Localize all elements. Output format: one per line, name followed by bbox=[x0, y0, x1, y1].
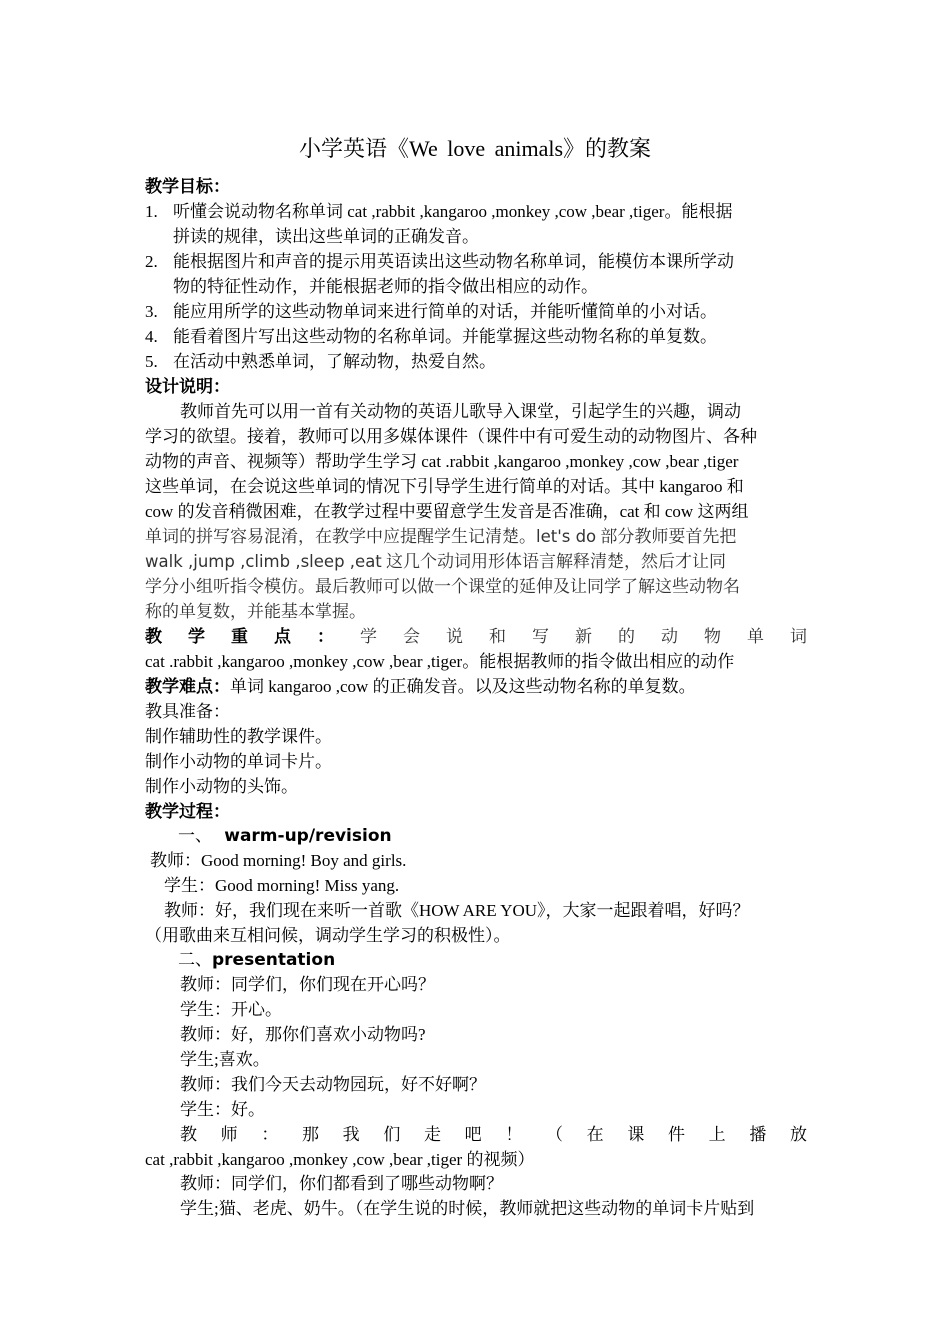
goal-2-number: 2. bbox=[145, 252, 158, 271]
section-2-number: 二、 bbox=[178, 950, 212, 969]
design-line-6-tail: 部分教师要首先把 bbox=[596, 527, 737, 546]
design-line-1: 教师首先可以用一首有关动物的英语儿歌导入课堂，引起学生的兴趣，调动 bbox=[180, 402, 741, 421]
key-points-line-1 bbox=[145, 625, 807, 650]
page-title: 小学英语《We love animals》的教案 bbox=[298, 136, 652, 161]
dialogue-line-continued: cat ,rabbit ,kangaroo ,monkey ,cow ,bear ,tiger 的视频） bbox=[145, 1150, 535, 1169]
prep-item: 制作小动物的头饰。 bbox=[145, 777, 298, 796]
design-line-2: 学习的欲望。接着，教师可以用多媒体课件（课件中有可爱生动的动物图片、各种 bbox=[145, 427, 757, 446]
goal-1-line-1: 听懂会说动物名称单词 cat ,rabbit ,kangaroo ,monkey ,cow ,bear ,tiger。能根据 bbox=[173, 202, 733, 221]
goal-1-line-2: 拼读的规律，读出这些单词的正确发音。 bbox=[173, 227, 479, 246]
design-line-3: 动物的声音、视频等）帮助学生学习 cat .rabbit ,kangaroo ,monkey ,cow ,bear ,tiger bbox=[145, 452, 739, 471]
goal-2-line-2: 物的特征性动作，并能根据老师的指令做出相应的动作。 bbox=[173, 277, 598, 296]
dialogue-line: 学生;喜欢。 bbox=[180, 1050, 270, 1069]
goal-3-line-1: 能应用所学的这些动物单词来进行简单的对话，并能听懂简单的小对话。 bbox=[173, 302, 717, 321]
difficulty-heading: 教学难点： bbox=[145, 677, 230, 696]
dialogue-line: 教师：好，我们现在来听一首歌《HOW ARE YOU》，大家一起跟着唱，好吗？ bbox=[164, 901, 750, 920]
goal-2-line-1: 能根据图片和声音的提示用英语读出这些动物名称单词，能模仿本课所学动 bbox=[173, 252, 734, 271]
goals-heading: 教学目标： bbox=[145, 177, 230, 196]
dialogue-line: 教师：Good morning! Boy and girls. bbox=[150, 851, 407, 870]
goal-5-number: 5. bbox=[145, 352, 158, 371]
goal-4-line-1: 能看着图片写出这些动物的名称单词。并能掌握这些动物名称的单复数。 bbox=[173, 327, 717, 346]
section-1-heading bbox=[178, 824, 807, 849]
difficulty-line bbox=[145, 675, 807, 700]
prep-item: 制作辅助性的教学课件。 bbox=[145, 727, 332, 746]
design-line-6 bbox=[145, 525, 807, 550]
dialogue-line: 教 师 ： 那 我 们 走 吧 ！ （ 在 课 件 上 播 放 bbox=[180, 1125, 807, 1144]
design-line-7 bbox=[145, 550, 807, 575]
verb-list: walk ,jump ,climb ,sleep ,eat bbox=[145, 552, 382, 571]
prep-item: 制作小动物的单词卡片。 bbox=[145, 752, 332, 771]
design-line-4: 这些单词，在会说这些单词的情况下引导学生进行简单的对话。其中 kangaroo 和 bbox=[145, 477, 744, 496]
design-line-6-text: 单词的拼写容易混淆，在教学中应提醒学生记清楚。 bbox=[145, 527, 536, 546]
design-heading: 设计说明： bbox=[145, 377, 230, 396]
dialogue-line: 学生：Good morning! Miss yang. bbox=[164, 876, 400, 895]
goal-5-line-1: 在活动中熟悉单词，了解动物，热爱自然。 bbox=[173, 352, 496, 371]
design-line-7-tail: 这几个动词用形体语言解释清楚，然后才让同 bbox=[381, 552, 727, 571]
key-points-heading: 教 学 重 点 ： bbox=[145, 627, 341, 646]
dialogue-line: 教师：同学们，你们现在开心吗？ bbox=[180, 975, 435, 994]
dialogue-line: 学生：好。 bbox=[180, 1100, 265, 1119]
design-line-5: cow 的发音稍微困难，在教学过程中要留意学生发音是否准确，cat 和 cow 这两组 bbox=[145, 502, 749, 521]
section-2-heading bbox=[178, 948, 807, 973]
goal-4-number: 4. bbox=[145, 327, 158, 346]
dialogue-line: 学生：开心。 bbox=[180, 1000, 282, 1019]
dialogue-line: 教师：我们今天去动物园玩，好不好啊？ bbox=[180, 1075, 486, 1094]
section-1-title: warm-up/revision bbox=[224, 826, 392, 846]
process-heading: 教学过程： bbox=[145, 802, 230, 821]
section-1-number: 一、 bbox=[178, 826, 212, 845]
key-points-text: 学 会 说 和 写 新 的 动 物 单 词 bbox=[360, 627, 807, 646]
design-line-8: 学分小组听指令模仿。最后教师可以做一个课堂的延伸及让同学了解这些动物名 bbox=[145, 577, 740, 596]
design-line-9: 称的单复数，并能基本掌握。 bbox=[145, 602, 366, 621]
difficulty-text: 单词 kangaroo ,cow 的正确发音。以及这些动物名称的单复数。 bbox=[230, 677, 696, 696]
dialogue-line: 学生;猫、老虎、奶牛。（在学生说的时候，教师就把这些动物的单词卡片贴到 bbox=[180, 1199, 755, 1218]
goal-3-number: 3. bbox=[145, 302, 158, 321]
lets-do-label: let's do bbox=[536, 527, 597, 546]
goal-1-number: 1. bbox=[145, 202, 158, 221]
dialogue-line: 教师：好，那你们喜欢小动物吗? bbox=[180, 1025, 426, 1044]
dialogue-note: （用歌曲来互相问候，调动学生学习的积极性）。 bbox=[145, 926, 511, 945]
section-2-title: presentation bbox=[212, 950, 336, 970]
key-points-line-2: cat .rabbit ,kangaroo ,monkey ,cow ,bear ,tiger。能根据教师的指令做出相应的动作 bbox=[145, 652, 735, 671]
prep-heading: 教具准备： bbox=[145, 702, 230, 721]
dialogue-line: 教师：同学们，你们都看到了哪些动物啊？ bbox=[180, 1174, 503, 1193]
